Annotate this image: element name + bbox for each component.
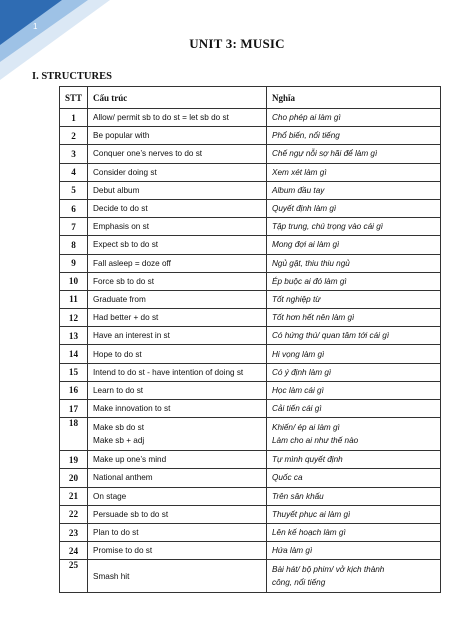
row-number: 11 bbox=[60, 290, 88, 308]
structure-line: Hope to do st bbox=[93, 349, 142, 359]
table-row bbox=[60, 127, 441, 145]
table-row bbox=[60, 560, 441, 593]
structure-line: Consider doing st bbox=[93, 167, 157, 177]
structure-line: Fall asleep = doze off bbox=[93, 258, 171, 268]
meaning-line: Tốt hơn hết nên làm gì bbox=[272, 313, 355, 323]
table-row bbox=[60, 218, 441, 236]
table-row bbox=[60, 109, 441, 127]
structure-cell bbox=[88, 345, 267, 363]
structure-line: On stage bbox=[93, 491, 127, 501]
row-number: 25 bbox=[60, 560, 88, 593]
structure-line: Conquer one’s nerves to do st bbox=[93, 149, 203, 159]
row-number: 9 bbox=[60, 254, 88, 272]
row-number: 22 bbox=[60, 505, 88, 523]
meaning-line: Quyết định làm gì bbox=[272, 204, 337, 214]
meaning-line: Tốt nghiệp từ bbox=[272, 294, 321, 304]
row-number: 4 bbox=[60, 163, 88, 181]
meaning-line: Cho phép ai làm gì bbox=[272, 113, 341, 123]
row-number: 15 bbox=[60, 363, 88, 381]
structures-table bbox=[59, 86, 441, 593]
row-number: 6 bbox=[60, 199, 88, 217]
meaning-cell bbox=[267, 418, 441, 451]
row-number: 5 bbox=[60, 181, 88, 199]
row-number: 19 bbox=[60, 451, 88, 469]
structure-line: Make innovation to st bbox=[93, 404, 171, 414]
meaning-cell bbox=[267, 560, 441, 593]
meaning-cell bbox=[267, 542, 441, 560]
row-number: 14 bbox=[60, 345, 88, 363]
structure-cell bbox=[88, 487, 267, 505]
row-number: 12 bbox=[60, 309, 88, 327]
meaning-line: Trên sân khấu bbox=[272, 491, 324, 501]
row-number: 16 bbox=[60, 381, 88, 399]
meaning-line: Mong đợi ai làm gì bbox=[272, 240, 340, 250]
structure-line: Plan to do st bbox=[93, 528, 139, 538]
section-heading: I. STRUCTURES bbox=[32, 71, 112, 82]
structure-line: Make sb do st bbox=[93, 423, 144, 433]
structure-cell bbox=[88, 560, 267, 593]
meaning-line: Có ý định làm gì bbox=[272, 367, 332, 377]
structure-cell bbox=[88, 145, 267, 163]
row-number: 1 bbox=[60, 109, 88, 127]
structure-line: Emphasis on st bbox=[93, 222, 149, 232]
header-stt: STT bbox=[60, 87, 88, 109]
structure-cell bbox=[88, 181, 267, 199]
meaning-cell bbox=[267, 109, 441, 127]
meaning-line: Hứa làm gì bbox=[272, 546, 313, 556]
structure-cell bbox=[88, 218, 267, 236]
structure-line: Be popular with bbox=[93, 131, 150, 141]
meaning-cell bbox=[267, 327, 441, 345]
table-header-row bbox=[60, 87, 441, 109]
structure-cell bbox=[88, 523, 267, 541]
meaning-cell bbox=[267, 163, 441, 181]
table-row bbox=[60, 272, 441, 290]
structure-line: Persuade sb to do st bbox=[93, 509, 169, 519]
structure-line: Graduate from bbox=[93, 294, 146, 304]
table-row bbox=[60, 523, 441, 541]
meaning-line: Cải tiến cái gì bbox=[272, 404, 322, 414]
meaning-line: Làm cho ai như thế nào bbox=[272, 436, 359, 446]
meaning-line: Tự mình quyết định bbox=[272, 455, 343, 465]
table-row bbox=[60, 505, 441, 523]
meaning-line: Bài hát/ bộ phim/ vở kịch thành bbox=[272, 565, 385, 575]
structure-line: Make sb + adj bbox=[93, 436, 145, 446]
structure-line: Expect sb to do st bbox=[93, 240, 159, 250]
row-number: 2 bbox=[60, 127, 88, 145]
meaning-line: Thuyết phục ai làm gì bbox=[272, 509, 351, 519]
meaning-line: Quốc ca bbox=[272, 473, 303, 483]
meaning-cell bbox=[267, 505, 441, 523]
table-row bbox=[60, 199, 441, 217]
meaning-line: Ép buộc ai đó làm gì bbox=[272, 276, 347, 286]
meaning-cell bbox=[267, 218, 441, 236]
table-row bbox=[60, 400, 441, 418]
meaning-cell bbox=[267, 199, 441, 217]
structure-cell bbox=[88, 381, 267, 399]
structure-line: Decide to do st bbox=[93, 204, 148, 214]
row-number: 17 bbox=[60, 400, 88, 418]
table-row bbox=[60, 345, 441, 363]
meaning-line: Khiến/ ép ai làm gì bbox=[272, 423, 340, 433]
table-row bbox=[60, 381, 441, 399]
structure-cell bbox=[88, 327, 267, 345]
row-number: 18 bbox=[60, 418, 88, 451]
table-row bbox=[60, 363, 441, 381]
structure-cell bbox=[88, 542, 267, 560]
meaning-cell bbox=[267, 181, 441, 199]
row-number: 20 bbox=[60, 469, 88, 487]
meaning-cell bbox=[267, 145, 441, 163]
structure-cell bbox=[88, 254, 267, 272]
table-row bbox=[60, 181, 441, 199]
meaning-line: Chế ngự nỗi sợ hãi để làm gì bbox=[272, 149, 378, 159]
row-number: 21 bbox=[60, 487, 88, 505]
meaning-cell bbox=[267, 363, 441, 381]
structure-line: Had better + do st bbox=[93, 313, 159, 323]
meaning-cell bbox=[267, 523, 441, 541]
structure-cell bbox=[88, 109, 267, 127]
structure-line: Smash hit bbox=[93, 571, 130, 581]
meaning-line: Học làm cái gì bbox=[272, 385, 324, 395]
meaning-cell bbox=[267, 290, 441, 308]
structure-cell bbox=[88, 400, 267, 418]
row-number: 7 bbox=[60, 218, 88, 236]
row-number: 10 bbox=[60, 272, 88, 290]
meaning-line: Tập trung, chú trọng vào cái gì bbox=[272, 222, 384, 232]
table-row bbox=[60, 254, 441, 272]
structure-cell bbox=[88, 309, 267, 327]
structure-line: Intend to do st - have intention of doing st bbox=[93, 367, 244, 377]
structure-cell bbox=[88, 199, 267, 217]
structure-cell bbox=[88, 272, 267, 290]
table-row bbox=[60, 451, 441, 469]
table-row bbox=[60, 163, 441, 181]
meaning-cell bbox=[267, 381, 441, 399]
table-row bbox=[60, 290, 441, 308]
meaning-cell bbox=[267, 254, 441, 272]
table-row bbox=[60, 469, 441, 487]
table-row bbox=[60, 145, 441, 163]
structure-cell bbox=[88, 451, 267, 469]
structure-cell bbox=[88, 290, 267, 308]
structure-line: Allow/ permit sb to do st = let sb do st bbox=[93, 113, 229, 123]
meaning-line: Album đầu tay bbox=[272, 185, 325, 195]
structure-line: Make up one’s mind bbox=[93, 455, 167, 465]
row-number: 3 bbox=[60, 145, 88, 163]
meaning-cell bbox=[267, 236, 441, 254]
structure-line: Force sb to do st bbox=[93, 276, 154, 286]
table-row bbox=[60, 542, 441, 560]
meaning-cell bbox=[267, 487, 441, 505]
structure-line: National anthem bbox=[93, 473, 153, 483]
meaning-line: Có hứng thú/ quan tâm tới cái gì bbox=[272, 331, 390, 341]
meaning-cell bbox=[267, 345, 441, 363]
table-row bbox=[60, 309, 441, 327]
table-row bbox=[60, 487, 441, 505]
structure-line: Promise to do st bbox=[93, 546, 153, 556]
meaning-cell bbox=[267, 469, 441, 487]
structure-cell bbox=[88, 163, 267, 181]
meaning-line: Ngủ gật, thiu thiu ngủ bbox=[272, 258, 350, 268]
meaning-cell bbox=[267, 451, 441, 469]
row-number: 13 bbox=[60, 327, 88, 345]
meaning-line: Lên kế hoạch làm gì bbox=[272, 528, 346, 538]
meaning-cell bbox=[267, 400, 441, 418]
header-meaning: Nghĩa bbox=[267, 87, 441, 109]
header-structure: Cấu trúc bbox=[88, 87, 267, 109]
meaning-cell bbox=[267, 309, 441, 327]
structure-cell bbox=[88, 363, 267, 381]
meaning-line: Xem xét làm gì bbox=[272, 167, 327, 177]
meaning-line: Hi vọng làm gì bbox=[272, 349, 325, 359]
row-number: 23 bbox=[60, 523, 88, 541]
structure-line: Debut album bbox=[93, 185, 140, 195]
page-title: UNIT 3: MUSIC bbox=[189, 36, 285, 51]
meaning-cell bbox=[267, 272, 441, 290]
row-number: 24 bbox=[60, 542, 88, 560]
structure-cell bbox=[88, 469, 267, 487]
structure-cell bbox=[88, 505, 267, 523]
meaning-line: Phổ biến, nổi tiếng bbox=[272, 131, 340, 141]
structure-cell bbox=[88, 418, 267, 451]
page-number: 1 bbox=[33, 22, 38, 31]
structure-line: Learn to do st bbox=[93, 385, 144, 395]
meaning-cell bbox=[267, 127, 441, 145]
structure-cell bbox=[88, 236, 267, 254]
structure-line: Have an interest in st bbox=[93, 331, 170, 341]
table-row bbox=[60, 418, 441, 451]
structure-cell bbox=[88, 127, 267, 145]
table-row bbox=[60, 327, 441, 345]
meaning-line: công, nổi tiếng bbox=[272, 578, 326, 588]
row-number: 8 bbox=[60, 236, 88, 254]
table-row bbox=[60, 236, 441, 254]
